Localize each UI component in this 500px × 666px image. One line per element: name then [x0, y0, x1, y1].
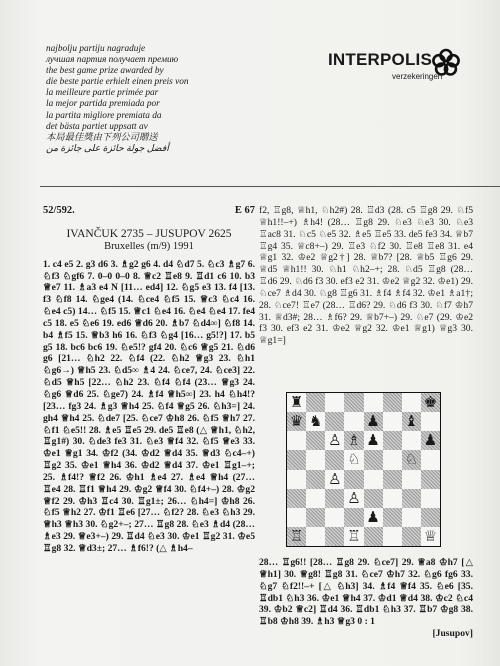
moves-text-right-bottom: 28… ♖g6!! [28… ♖g8 29. ♘ce7] 29. ♕a8 ♔h7 [△ ♕h1] 30. ♕g8! ♖g8 31. ♘ce7 ♔h7 32. ♘g6 fg6 33. ♘g7 ♘f2!!–+ [△ ♘h3] 34. ♗f4 ♕f4 35. ♘e6 [35. ♖db1 ♘h3 36. ♔e1 ♕h4 37. ♔d1 ♕d4 38. ♔c2 ♘c4 39. ♔b2 ♕c2] ♖d4 36. ♖db1 ♘h3 37. ♖b7 ♔g8 38. ♖b8 ♔h8 39. ♗h3 ♕g3 0 : 1	[259, 557, 473, 628]
prize-line: det bästa partiet uppsatt av	[46, 121, 148, 132]
players: IVANČUK 2735 – JUSUPOV 2625	[66, 227, 232, 240]
board-square	[306, 431, 325, 450]
board-square	[287, 489, 306, 508]
board-square: ♜	[287, 393, 306, 412]
board-square: ♛	[287, 412, 306, 431]
board-square	[402, 489, 421, 508]
prize-line: la meilleure partie primée par	[46, 88, 159, 99]
board-square	[325, 412, 344, 431]
board-square	[421, 489, 440, 508]
prize-line: la partita migliore premiata da	[46, 110, 162, 121]
interpolis-logo	[328, 48, 468, 86]
board-square: ♕	[421, 527, 440, 546]
board-square	[306, 470, 325, 489]
board-square: ♟	[364, 412, 383, 431]
moves-text-right-top: f2, ♖g8, ♕h1, ♘h2#) 28. ♖d3 (28. c5 ♖g8 29. ♘f5 ♕h1!!–+) ♗h4! (28… ♖g8 29. ♘e3 ♘e3 30. ♘e3 ♖ac8 31. ♘c5 ♘e5 32. ♗e5 ♖e5 33. de5 fe3 34. ♕b7 ♖g4 35. ♕c8+–) 29. ♖e3 ♘f2 30. ♖e8 ♖e8 31. e4 ♕g1 32. ♔e2 ♕g2†] 28. ♕b7? [28. ♕b5 ♖g6 29. ♕d5 ♕h1!! 30. ♘h1 ♘h2–+; 28. ♘d5 ♖g8 (28… ♖d6 29. ♘d6 f3 30. ef3 e2 31. ♔e2 ♕g2 32. ♔e1) 29. ♘ce7 ♗d4 30. ♘g8 ♖g6 31. ♗f4 ♗f4 32. ♔e1 ♗a1†; 28. ♘ce7! ♖e7 (28… ♖d6? 29. ♘d6 f3 30. ♘f7 ♔h7 31. ♕d3#; 28… ♗f6? 29. ♕b7+–) 29. ♘e7 (29. ♔e2 f3 30. ef3 e2 31. ♔e2 ♕g2 32. ♔e1 ♕g1) ♕g3 30. ♕g1=]	[259, 205, 473, 347]
board-square	[402, 393, 421, 412]
board-square	[306, 489, 325, 508]
board-square: ♖	[287, 527, 306, 546]
board-square	[287, 450, 306, 469]
board-square: ♘	[402, 450, 421, 469]
column-right-bottom	[259, 557, 473, 640]
flower-logo-icon	[431, 48, 461, 78]
header-rule	[40, 186, 500, 187]
board-square	[306, 508, 325, 527]
board-square	[344, 412, 363, 431]
board-square	[364, 470, 383, 489]
board-square	[421, 412, 440, 431]
board-square: ♟	[421, 431, 440, 450]
logo-name: INTERPOLIS	[328, 50, 433, 69]
board-square	[383, 527, 402, 546]
board-square	[364, 393, 383, 412]
board-square	[383, 470, 402, 489]
board-square	[383, 450, 402, 469]
board-square: ♞	[306, 412, 325, 431]
board-square	[383, 393, 402, 412]
board-square	[344, 508, 363, 527]
board-square: ♚	[421, 393, 440, 412]
board-square	[402, 470, 421, 489]
board-square	[306, 527, 325, 546]
board-square	[325, 393, 344, 412]
board-square: ♙	[344, 489, 363, 508]
board-square	[287, 470, 306, 489]
prize-text	[46, 44, 296, 155]
board-square: ♗	[344, 431, 363, 450]
moves-text-left: 1. c4 e5 2. g3 d6 3. ♗g2 g6 4. d4 ♘d7 5. ♘c3 ♗g7 6. ♘f3 ♘gf6 7. 0–0 0–0 8. ♕c2 ♖e8 9. ♖d1 c6 10. b3 ♕e7 11. ♗a3 e4 N [11… ed4] 12. ♘g5 e3 13. f4 [13. f3 ♘f8 14. ♘ge4 (14. ♘ce4 ♘f5 15. ♕c3 ♘c4 16. ♘e4 c5) 14… ♘f5 15. ♕c1 ♘e4 16. ♘e4 ♘e4 17. fe4 c5 18. e5 ♘e6 19. ed6 ♕d6 20. ♗b7 ♘d4∞] ♘f8 14. b4 ♗f5 15. ♕b3 h6 16. ♘f3 ♘g4 [16… g5!?] 17. b5 g5 18. bc6 bc6 19. ♘e5!? gf4 20. ♘c6 ♕g5 21. ♘d6 g6 [21… ♘h2 22. ♘f4 (22. ♘h2 ♕g3 23. ♘h1 ♘g6→) ♕h5 23. ♘d5∞ ♗4 24. ♘ce7, 24. ♘ce3] 22. ♘d5 ♕h5 [22… ♘h2 23. ♘f4 ♘f4 (23… ♕g3 24. ♘g6 ♕d6 25. ♘ge7) 24. ♗f4 ♕h5∞] 23. h4 ♘h4!? [23… fg3 24. ♗g3 ♕h4 25. ♘f4 ♕g5 26. ♘h3=] 24. gh4 ♕h4 25. ♘de7 [25. ♘ce7 ♔h8 26. ♘f5 ♕h7 27. ♘f1 ♘e5!! 28. ♗e5 ♖e5 29. de5 ♖e8 (△ ♕h1, ♘h2, ♖g1#) 30. ♘de3 fe3 31. ♘e3 ♕f4 32. ♘f5 ♕e3 33. ♔e1 ♕g1 34. ♔f2 (34. ♔d2 ♕d4 35. ♕d3 ♘c4–+) ♖g2 35. ♔e1 ♕h4 36. ♔d2 ♕d4 37. ♔e1 ♖g1–+; 25. ♗f4!? ♕f2 26. ♔h1 ♗e4 27. ♗e4 ♕h4 (27… ♖e4 28. ♖f1 ♕h4 29. ♔g2 ♕f4 30. ♘f4+–) 28. ♔g2 ♕f2 29. ♔h3 ♖c4 30. ♖g1±; 26… ♘h4=] ♔h8 26. ♘f5 ♕h2 27. ♔f1 ♖e6 [27… ♘f2? 28. ♘e3 ♘h3 29. ♕h3 ♕h3 30. ♘g2+–; 27… ♖g8 28. ♘e3 ♗d4 (28… ♗e3 29. ♕e3+–) 29. ♖d4 ♘e3 30. ♔e1 ♖g2 31. ♔e5 ♖g8 32. ♕d3±; 27… ♗f6!? (△ ♗h4–	[43, 258, 255, 554]
board-square	[325, 508, 344, 527]
board-square	[402, 431, 421, 450]
prize-line: лучшая партия получает премию	[46, 55, 179, 66]
board-square: ♙	[325, 470, 344, 489]
chess-board	[286, 392, 441, 547]
board-square: ♖	[344, 527, 363, 546]
board-square	[402, 508, 421, 527]
eco-code: E 67	[234, 205, 255, 216]
game-ref: 52/592.	[43, 205, 75, 216]
board-square	[325, 489, 344, 508]
board-square: ♟	[364, 508, 383, 527]
venue: Bruxelles (m/9) 1991	[104, 240, 194, 252]
board-square	[421, 470, 440, 489]
board-square	[344, 470, 363, 489]
board-square	[306, 450, 325, 469]
prize-line: 本局最佳獎由下列公司贈送	[46, 132, 158, 143]
board-square	[421, 450, 440, 469]
board-square: ♟	[364, 431, 383, 450]
prize-line: la mejor partida premiada por	[46, 99, 160, 110]
board-square	[364, 450, 383, 469]
board-square	[364, 527, 383, 546]
prize-line: the best game prize awarded by	[46, 66, 164, 77]
board-square	[325, 527, 344, 546]
board-square	[402, 527, 421, 546]
game-header	[43, 205, 255, 253]
board-square	[344, 393, 363, 412]
prize-line: najbolju partiju nagraduje	[46, 44, 146, 54]
prize-line: أفضل جولة حائزة على جائزة من	[46, 143, 169, 154]
board-square	[383, 431, 402, 450]
board-square	[306, 393, 325, 412]
column-right-top	[259, 205, 473, 347]
board-square: ♝	[402, 412, 421, 431]
board-square: ♙	[325, 431, 344, 450]
board-square	[287, 431, 306, 450]
board-square	[287, 508, 306, 527]
board-square	[421, 508, 440, 527]
logo-subtitle: verzekeringen	[392, 72, 443, 81]
board-square	[325, 450, 344, 469]
annotator: [Jusupov]	[432, 628, 473, 640]
board-square	[383, 412, 402, 431]
board-square	[383, 489, 402, 508]
column-left	[43, 205, 255, 555]
prize-line: die beste partie erhielt einen preis von	[46, 77, 189, 88]
board-square	[364, 489, 383, 508]
board-square: ♘	[344, 450, 363, 469]
board-square	[383, 508, 402, 527]
